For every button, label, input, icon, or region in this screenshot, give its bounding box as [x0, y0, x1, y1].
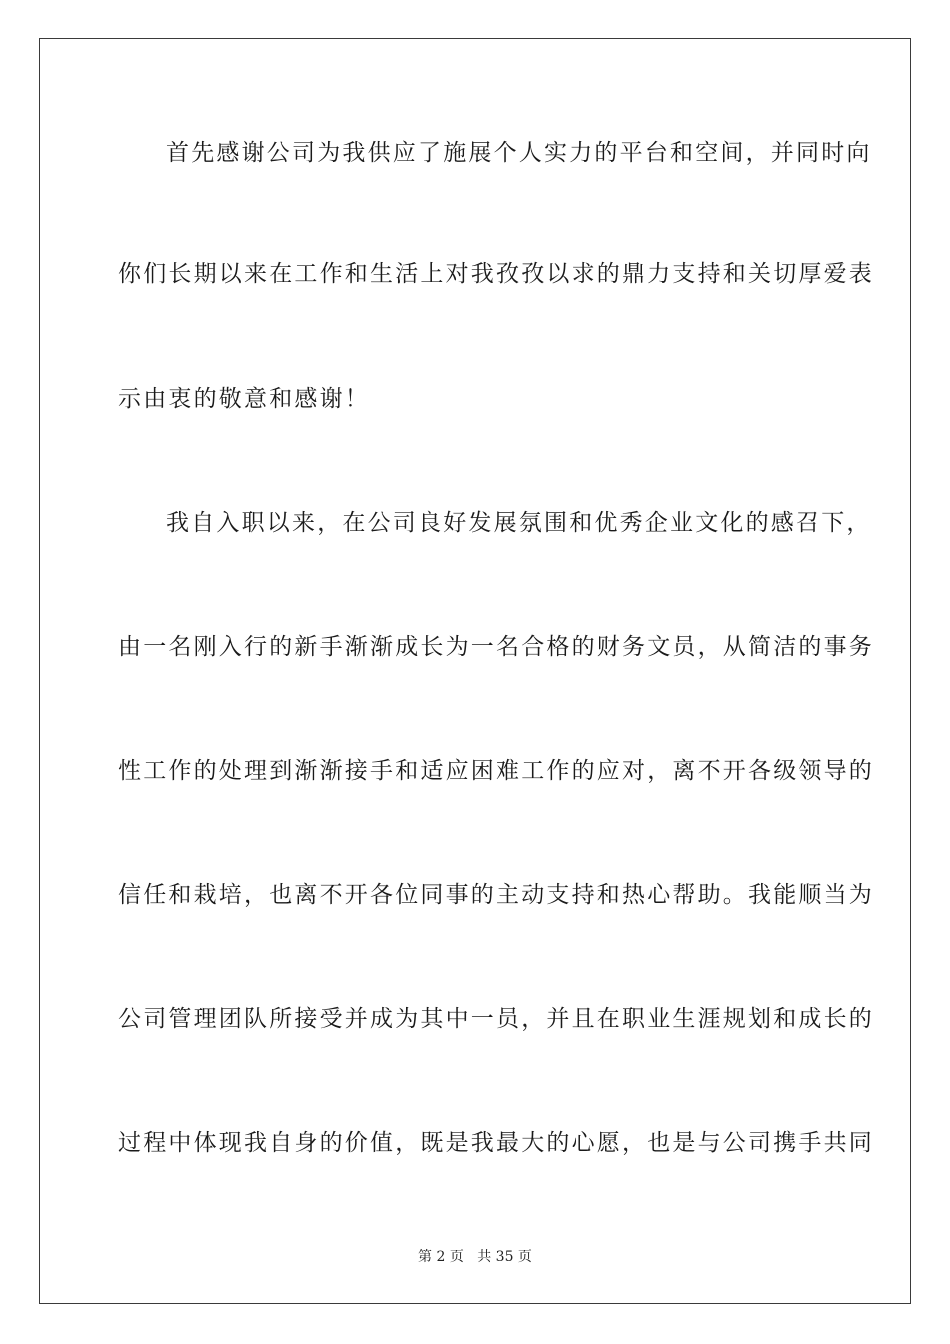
paragraph-2-line-2: 由一名刚入行的新手渐渐成长为一名合格的财务文员，从简洁的事务: [118, 634, 874, 660]
paragraph-2-line-5: 公司管理团队所接受并成为其中一员，并且在职业生涯规划和成长的: [118, 1006, 874, 1032]
page-border: [39, 38, 911, 1304]
paragraph-2-line-1: 我自入职以来，在公司良好发展氛围和优秀企业文化的感召下，: [166, 510, 872, 536]
paragraph-2-line-6: 过程中体现我自身的价值，既是我最大的心愿，也是与公司携手共同: [118, 1130, 874, 1156]
paragraph-1-line-3: 示由衷的敬意和感谢！: [118, 386, 370, 412]
paragraph-2-line-3: 性工作的处理到渐渐接手和适应困难工作的应对，离不开各级领导的: [118, 758, 874, 784]
page-number: 第 2 页: [418, 1249, 464, 1265]
page-footer: [0, 1248, 950, 1266]
paragraph-2-line-4: 信任和栽培，也离不开各位同事的主动支持和热心帮助。我能顺当为: [118, 882, 874, 908]
paragraph-1-line-1: 首先感谢公司为我供应了施展个人实力的平台和空间，并同时向: [166, 140, 872, 166]
page-total: 共 35 页: [477, 1249, 532, 1265]
paragraph-1-line-2: 你们长期以来在工作和生活上对我孜孜以求的鼎力支持和关切厚爱表: [118, 261, 874, 287]
